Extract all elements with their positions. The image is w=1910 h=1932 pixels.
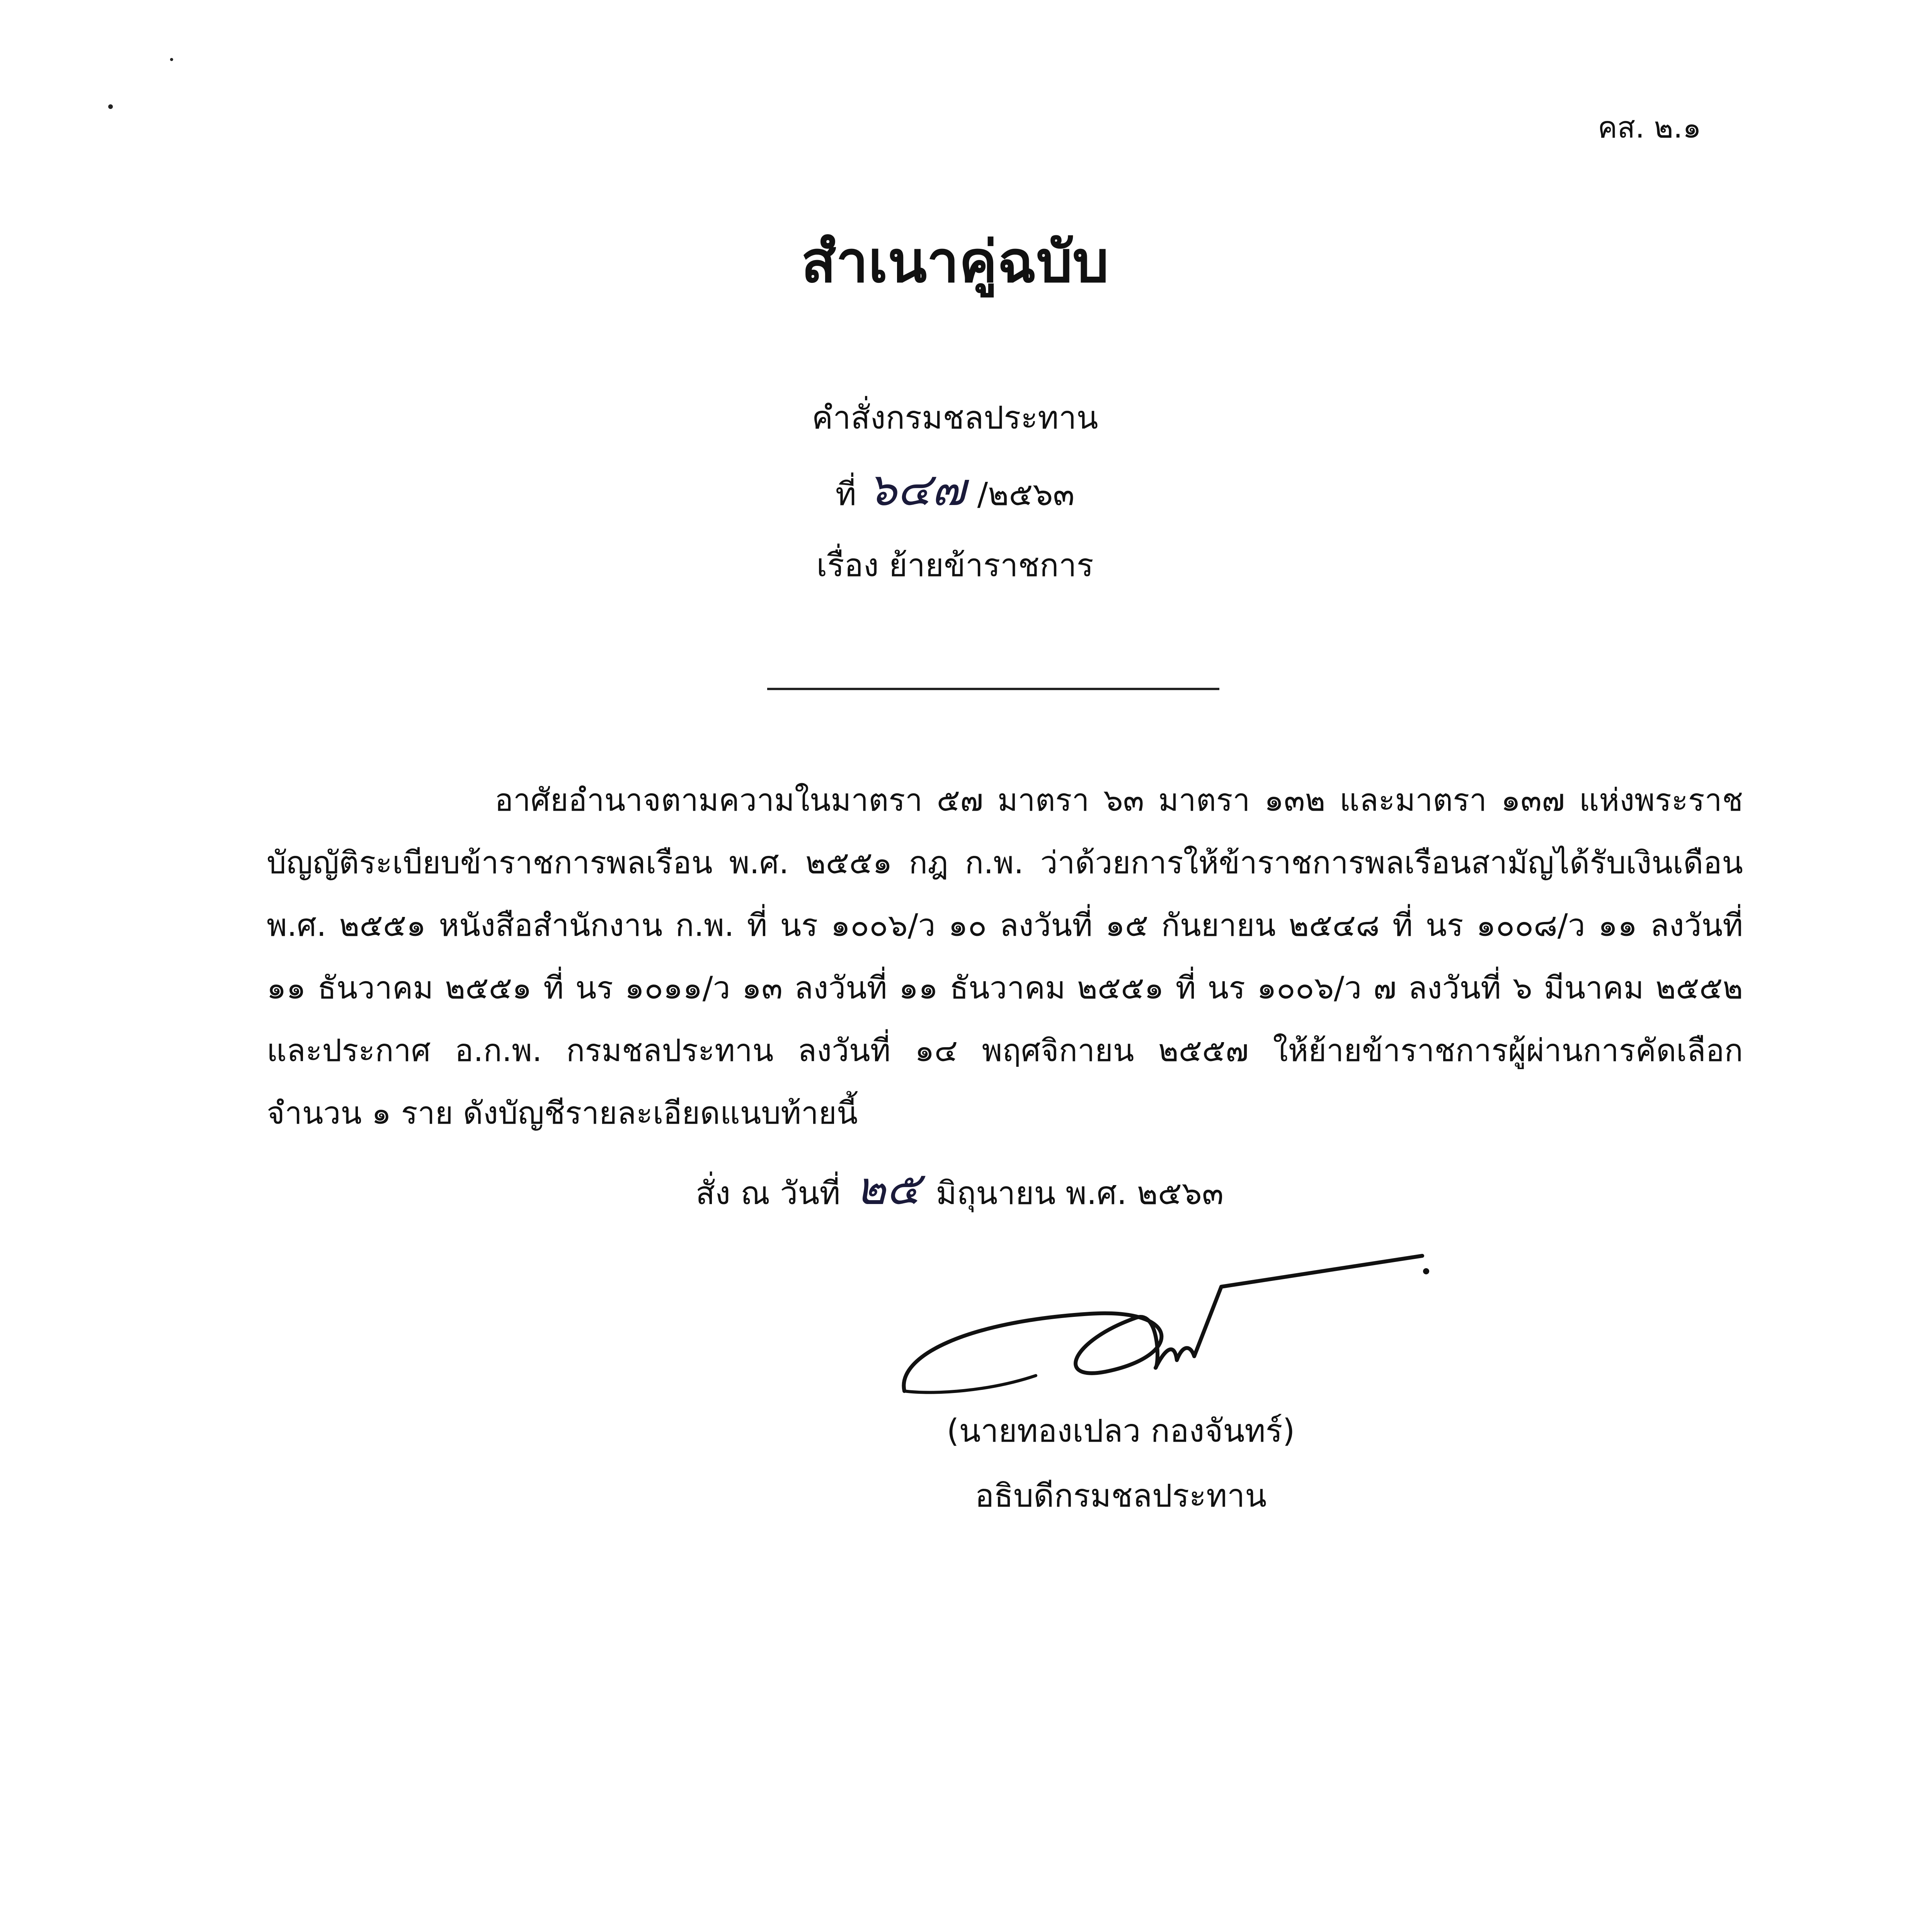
form-code: คส. ๒.๑ <box>1597 110 1701 145</box>
document-title: สำเนาคู่ฉบับ <box>801 229 1109 295</box>
scan-speck <box>170 58 173 61</box>
body-paragraph <box>267 769 1743 1145</box>
order-number-line <box>0 454 1910 530</box>
order-block <box>0 383 1910 601</box>
signatory-position: อธิบดีกรมชลประทาน <box>975 1478 1267 1514</box>
issued-month-year: มิถุนายน พ.ศ. ๒๕๖๓ <box>936 1175 1224 1212</box>
divider-line <box>767 688 1219 690</box>
issued-day-handwritten: ๒๕ <box>856 1162 921 1215</box>
order-number-prefix: ที่ <box>835 476 856 513</box>
order-number-handwritten: ๖๔๗ <box>868 463 966 516</box>
signatory-name: (นายทองเปลว กองจันทร์) <box>946 1413 1295 1449</box>
scan-speck <box>108 104 113 109</box>
order-issuer: คำสั่งกรมชลประทาน <box>812 400 1098 436</box>
issued-prefix: สั่ง ณ วันที่ <box>696 1175 841 1212</box>
issued-date-line <box>696 1151 1224 1224</box>
order-number-year: /๒๕๖๓ <box>977 476 1075 513</box>
signatory-block <box>889 1399 1353 1529</box>
order-subject: เรื่อง ย้ายข้าราชการ <box>816 547 1094 584</box>
director-signature <box>889 1229 1449 1406</box>
body-paragraph-text: อาศัยอำนาจตามความในมาตรา ๕๗ มาตรา ๖๓ มาตรา ๑๓๒ และมาตรา ๑๓๗ แห่งพระราชบัญญัติระเบียบข้าราชการพลเรือน พ.ศ. ๒๕๕๑ กฎ ก.พ. ว่าด้วยการให้ข้าราชการพลเรือนสามัญได้รับเงินเดือน พ.ศ. ๒๕๕๑ หนังสือสำนักงาน ก.พ. ที่ นร ๑๐๐๖/ว ๑๐ ลงวันที่ ๑๕ กันยายน ๒๕๔๘ ที่ นร ๑๐๐๘/ว ๑๑ ลงวันที่ ๑๑ ธันวาคม ๒๕๕๑ ที่ นร ๑๐๑๑/ว ๑๓ ลงวันที่ ๑๑ ธันวาคม ๒๕๕๑ ที่ นร ๑๐๐๖/ว ๗ ลงวันที่ ๖ มีนาคม ๒๕๕๒ และประกาศ อ.ก.พ. กรมชลประทาน ลงวันที่ ๑๔ พฤศจิกายน ๒๕๕๗ ให้ย้ายข้าราชการผู้ผ่านการคัดเลือก จำนวน ๑ ราย ดังบัญชีรายละเอียดแนบท้ายนี้ <box>267 782 1743 1131</box>
